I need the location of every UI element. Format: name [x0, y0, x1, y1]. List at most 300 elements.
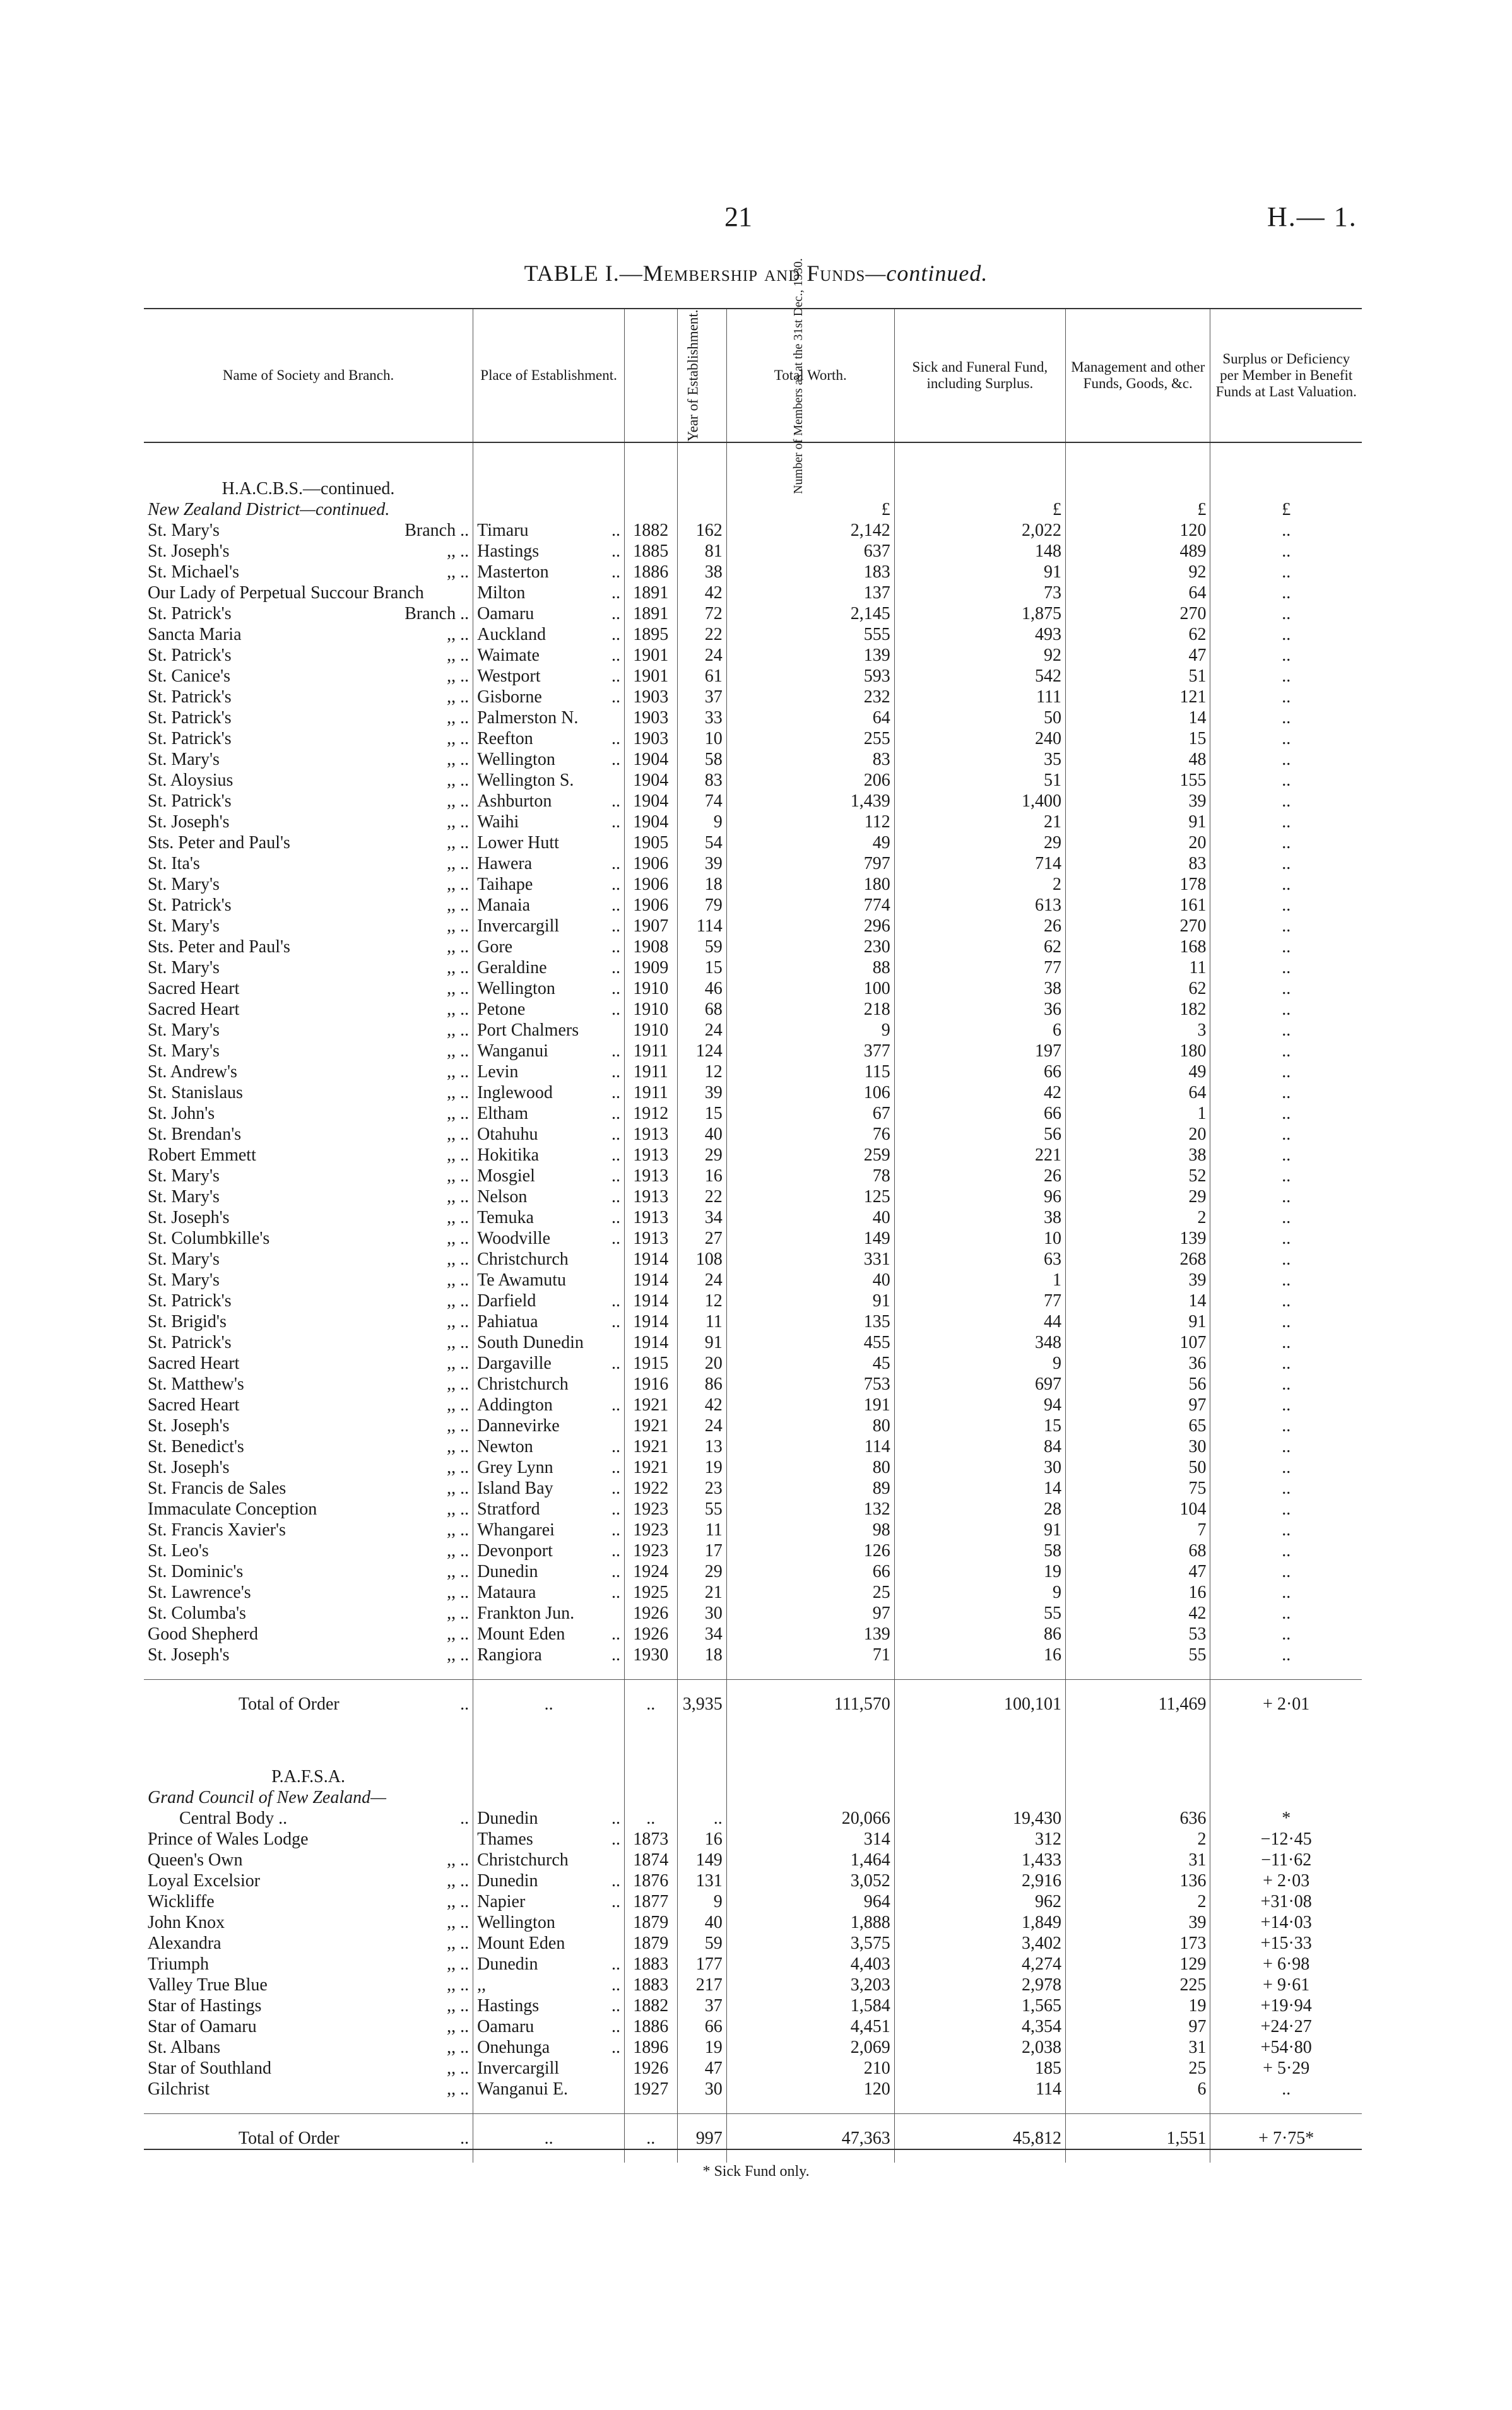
- sick-fund-cell: 4,274: [894, 1954, 1065, 1975]
- total-label-cell: [144, 2114, 473, 2163]
- branch-name-wrap: [148, 1912, 469, 1933]
- members-cell: 29: [677, 1145, 726, 1166]
- total-worth-cell: 797: [726, 853, 894, 874]
- total-label: Total of Order: [239, 2129, 340, 2148]
- total-worth-cell: 3,052: [726, 1870, 894, 1891]
- place-wrap: [477, 1645, 620, 1665]
- branch-name: St. Patrick's: [148, 729, 232, 748]
- total-worth-cell: 64: [726, 707, 894, 728]
- members-cell: 39: [677, 1082, 726, 1103]
- members-cell: 15: [677, 957, 726, 978]
- place-wrap: [477, 1870, 620, 1891]
- place-cell: [473, 582, 625, 603]
- place-name: Milton: [477, 583, 526, 603]
- table-row: [144, 853, 1362, 874]
- year-cell: 1921: [625, 1395, 677, 1415]
- total-label: Total of Order: [239, 1694, 340, 1714]
- branch-name-cell: [144, 832, 473, 853]
- members-cell: 55: [677, 1499, 726, 1520]
- place-wrap: [477, 728, 620, 749]
- branch-ditto: Branch ..: [405, 604, 470, 623]
- table-row: [144, 1186, 1362, 1207]
- place-cell: [473, 1582, 625, 1603]
- place-name: Westport: [477, 666, 541, 686]
- branch-name-cell: [144, 1374, 473, 1395]
- surplus-cell: ..: [1210, 1540, 1362, 1561]
- table-row: [144, 2016, 1362, 2037]
- place-name: Hastings: [477, 1996, 540, 2016]
- sick-fund-cell: 94: [894, 1395, 1065, 1415]
- branch-name-cell: [144, 1166, 473, 1186]
- members-cell: 11: [677, 1311, 726, 1332]
- table-row: [144, 1933, 1362, 1954]
- members-cell: 11: [677, 1520, 726, 1540]
- place-name: Wanganui: [477, 1041, 548, 1061]
- sick-fund-cell: 2,916: [894, 1870, 1065, 1891]
- place-dots: ..: [611, 937, 621, 957]
- management-cell: 55: [1065, 1645, 1210, 1665]
- management-cell: 25: [1065, 2058, 1210, 2079]
- surplus-cell: ..: [1210, 1332, 1362, 1353]
- branch-name-cell: [144, 1353, 473, 1374]
- members-cell: 34: [677, 1624, 726, 1645]
- place-name: Lower Hutt: [477, 833, 559, 853]
- table-row: [144, 2037, 1362, 2058]
- management-cell: 47: [1065, 645, 1210, 666]
- place-wrap: [477, 666, 620, 687]
- place-dots: ..: [611, 1354, 621, 1373]
- surplus-cell: ..: [1210, 791, 1362, 812]
- year-cell: ..: [625, 1808, 677, 1829]
- sick-fund-cell: 4,354: [894, 2016, 1065, 2037]
- management-cell: 47: [1065, 1561, 1210, 1582]
- branch-ditto: ,, ..: [447, 541, 470, 561]
- members-cell: 22: [677, 624, 726, 645]
- branch-name: St. Francis de Sales: [148, 1479, 286, 1498]
- sick-fund-cell: 348: [894, 1332, 1065, 1353]
- branch-ditto: ,, ..: [447, 1208, 470, 1227]
- sick-fund-cell: 185: [894, 2058, 1065, 2079]
- place-name: Temuka: [477, 1208, 534, 1227]
- members-cell: 37: [677, 687, 726, 707]
- table-row: [144, 1061, 1362, 1082]
- branch-name: St. Brendan's: [148, 1125, 242, 1144]
- branch-name: Loyal Excelsior: [148, 1871, 261, 1891]
- branch-name: St. Patrick's: [148, 604, 232, 623]
- table-row: [144, 1954, 1362, 1975]
- place-name: Hokitika: [477, 1145, 540, 1165]
- management-cell: 2: [1065, 1207, 1210, 1228]
- branch-name-cell: [144, 1954, 473, 1975]
- total-worth-cell: 76: [726, 1124, 894, 1145]
- branch-name-cell: [144, 1311, 473, 1332]
- total-worth-cell: 2,145: [726, 603, 894, 624]
- members-cell: 33: [677, 707, 726, 728]
- management-cell: 15: [1065, 728, 1210, 749]
- sick-fund-cell: 148: [894, 541, 1065, 562]
- members-cell: 24: [677, 1270, 726, 1291]
- branch-name-wrap: [148, 978, 469, 999]
- management-cell: 62: [1065, 978, 1210, 999]
- sick-fund-cell: 51: [894, 770, 1065, 791]
- branch-name: St. John's: [148, 1104, 215, 1123]
- total-worth-cell: 377: [726, 1041, 894, 1061]
- members-cell: ..: [677, 1808, 726, 1829]
- members-cell: 17: [677, 1540, 726, 1561]
- year-cell: 1913: [625, 1207, 677, 1228]
- branch-ditto: ,, ..: [447, 1934, 470, 1953]
- sick-fund-cell: 38: [894, 978, 1065, 999]
- col-header-surplus: Surplus or Deficiency per Member in Benefit Funds at Last Valuation.: [1210, 309, 1362, 442]
- branch-ditto: ..: [460, 1809, 470, 1828]
- members-cell: 91: [677, 1332, 726, 1353]
- branch-name-wrap: [148, 1228, 469, 1249]
- place-name: Waimate: [477, 646, 540, 665]
- place-wrap: [477, 936, 620, 957]
- sick-fund-cell: 55: [894, 1603, 1065, 1624]
- place-dots: ..: [611, 1520, 621, 1540]
- total-worth-cell: 78: [726, 1166, 894, 1186]
- members-cell: 114: [677, 916, 726, 936]
- surplus-cell: ..: [1210, 1603, 1362, 1624]
- place-name: Invercargill: [477, 2059, 560, 2078]
- empty-cell: [473, 1787, 625, 1808]
- table-row: [144, 832, 1362, 853]
- year-cell: 1879: [625, 1933, 677, 1954]
- place-dots: ..: [611, 1000, 621, 1019]
- branch-name-wrap: [148, 895, 469, 916]
- sick-fund-cell: 15: [894, 1415, 1065, 1436]
- page-number: 21: [724, 201, 752, 232]
- members-cell: 54: [677, 832, 726, 853]
- place-name: Darfield: [477, 1291, 536, 1311]
- page-reference: H.— 1.: [1267, 201, 1357, 232]
- surplus-cell: +14·03: [1210, 1912, 1362, 1933]
- branch-name-wrap: [148, 1020, 469, 1041]
- place-wrap: [477, 2037, 620, 2058]
- branch-name-wrap: [148, 1624, 469, 1645]
- place-cell: [473, 832, 625, 853]
- management-cell: 182: [1065, 999, 1210, 1020]
- year-cell: 1886: [625, 562, 677, 582]
- members-cell: 59: [677, 1933, 726, 1954]
- place-cell: [473, 1103, 625, 1124]
- place-cell: [473, 812, 625, 832]
- branch-name: Sancta Maria: [148, 625, 242, 644]
- branch-name: Queen's Own: [148, 1850, 243, 1870]
- surplus-cell: +54·80: [1210, 2037, 1362, 2058]
- place-wrap: [477, 1061, 620, 1082]
- place-cell: [473, 1603, 625, 1624]
- place-name: Rangiora: [477, 1645, 542, 1665]
- members-cell: 124: [677, 1041, 726, 1061]
- branch-name-wrap: [148, 687, 469, 707]
- table-row: [144, 728, 1362, 749]
- surplus-cell: ..: [1210, 1415, 1362, 1436]
- surplus-cell: ..: [1210, 1041, 1362, 1061]
- table-row: [144, 1082, 1362, 1103]
- branch-ditto: ,, ..: [447, 1374, 470, 1394]
- branch-name-wrap: [148, 1124, 469, 1145]
- place-wrap: [477, 687, 620, 707]
- spacer-cell: [677, 1728, 726, 1766]
- place-cell: [473, 1975, 625, 1995]
- total-worth-cell: 40: [726, 1270, 894, 1291]
- unit-total: £: [726, 499, 894, 520]
- members-cell: 81: [677, 541, 726, 562]
- year-cell: 1909: [625, 957, 677, 978]
- branch-ditto: ,, ..: [447, 1041, 470, 1061]
- total-worth-cell: 20,066: [726, 1808, 894, 1829]
- year-cell: 1905: [625, 832, 677, 853]
- sick-fund-cell: 28: [894, 1499, 1065, 1520]
- members-cell: 40: [677, 1912, 726, 1933]
- management-cell: 36: [1065, 1353, 1210, 1374]
- place-dots: ..: [611, 875, 621, 894]
- members-cell: 19: [677, 1457, 726, 1478]
- branch-name-cell: [144, 1103, 473, 1124]
- branch-name-wrap: [148, 1870, 469, 1891]
- branch-name-cell: [144, 1145, 473, 1166]
- management-cell: 180: [1065, 1041, 1210, 1061]
- members-cell: 18: [677, 874, 726, 895]
- table-row: [144, 645, 1362, 666]
- year-cell: 1923: [625, 1520, 677, 1540]
- branch-name-cell: [144, 1891, 473, 1912]
- branch-ditto: ,, ..: [447, 1354, 470, 1373]
- branch-name-cell: [144, 707, 473, 728]
- sick-fund-cell: 1: [894, 1270, 1065, 1291]
- branch-ditto: ,, ..: [447, 1187, 470, 1207]
- branch-name: St. Francis Xavier's: [148, 1520, 286, 1540]
- table-row: [144, 1145, 1362, 1166]
- branch-name-wrap: [148, 2016, 469, 2037]
- table-row: [144, 2079, 1362, 2100]
- branch-name-wrap: [148, 1561, 469, 1582]
- empty-cell: [1210, 478, 1362, 499]
- empty-cell: [677, 499, 726, 520]
- total-worth-cell: 259: [726, 1145, 894, 1166]
- branch-name-wrap: [148, 666, 469, 687]
- total-worth-cell: 40: [726, 1207, 894, 1228]
- branch-ditto: ,, ..: [447, 1499, 470, 1519]
- place-wrap: [477, 1291, 620, 1311]
- management-cell: 2: [1065, 1891, 1210, 1912]
- sick-fund-cell: 613: [894, 895, 1065, 916]
- place-wrap: [477, 2079, 620, 2100]
- bottom-rule: [144, 2149, 1362, 2150]
- members-cell: 27: [677, 1228, 726, 1249]
- sick-fund-cell: 2,978: [894, 1975, 1065, 1995]
- branch-name-wrap: [148, 1499, 469, 1520]
- year-cell: 1904: [625, 791, 677, 812]
- branch-ditto: ,, ..: [447, 1125, 470, 1144]
- branch-name-cell: [144, 1603, 473, 1624]
- place-name: Stratford: [477, 1499, 540, 1519]
- branch-name-cell: [144, 1499, 473, 1520]
- place-cell: [473, 1415, 625, 1436]
- branch-ditto: ,, ..: [447, 1291, 470, 1311]
- sick-fund-cell: 197: [894, 1041, 1065, 1061]
- place-wrap: [477, 1041, 620, 1061]
- place-cell: [473, 791, 625, 812]
- branch-name-cell: [144, 1808, 473, 1829]
- management-cell: 51: [1065, 666, 1210, 687]
- spacer-row: [144, 442, 1362, 478]
- members-cell: 42: [677, 1395, 726, 1415]
- table-row: [144, 1270, 1362, 1291]
- empty-cell: [677, 1766, 726, 1787]
- place-wrap: [477, 1829, 620, 1850]
- table-row: [144, 1995, 1362, 2016]
- year-cell: 1926: [625, 1603, 677, 1624]
- table-row: [144, 999, 1362, 1020]
- sick-fund-cell: 240: [894, 728, 1065, 749]
- place-wrap: [477, 1499, 620, 1520]
- sick-fund-cell: 77: [894, 957, 1065, 978]
- sick-fund-cell: 36: [894, 999, 1065, 1020]
- branch-ditto: ,, ..: [447, 791, 470, 811]
- branch-name: Triumph: [148, 1954, 210, 1974]
- management-cell: 155: [1065, 770, 1210, 791]
- surplus-cell: ..: [1210, 853, 1362, 874]
- branch-name-wrap: [148, 1829, 469, 1850]
- branch-name: Sacred Heart: [148, 1000, 240, 1019]
- spacer-cell: [726, 1728, 894, 1766]
- place-dots: ..: [611, 1562, 621, 1581]
- spacer-cell: [677, 1665, 726, 1680]
- management-cell: 50: [1065, 1457, 1210, 1478]
- surplus-cell: ..: [1210, 936, 1362, 957]
- table-row: [144, 957, 1362, 978]
- members-cell: 21: [677, 1582, 726, 1603]
- total-worth-cell: 137: [726, 582, 894, 603]
- spacer-cell: [726, 442, 894, 478]
- management-cell: 62: [1065, 624, 1210, 645]
- sick-fund-cell: 42: [894, 1082, 1065, 1103]
- place-wrap: [477, 1436, 620, 1457]
- branch-name: St. Patrick's: [148, 791, 232, 811]
- place-wrap: [477, 1933, 620, 1954]
- management-cell: 39: [1065, 791, 1210, 812]
- members-cell: 66: [677, 2016, 726, 2037]
- section-subheading-row: [144, 499, 1362, 520]
- place-dots: ..: [611, 958, 621, 978]
- total-sick: 45,812: [894, 2114, 1065, 2163]
- total-worth-cell: 89: [726, 1478, 894, 1499]
- branch-name-wrap: [148, 1975, 469, 1995]
- surplus-cell: ..: [1210, 1124, 1362, 1145]
- table-row: [144, 1975, 1362, 1995]
- branch-name-wrap: [148, 1603, 469, 1624]
- section-subheading: New Zealand District—continued.: [148, 500, 390, 519]
- members-cell: 12: [677, 1061, 726, 1082]
- place-cell: [473, 1520, 625, 1540]
- place-cell: [473, 895, 625, 916]
- place-cell: [473, 1020, 625, 1041]
- sick-fund-cell: 50: [894, 707, 1065, 728]
- sick-fund-cell: 1,433: [894, 1850, 1065, 1870]
- surplus-cell: +19·94: [1210, 1995, 1362, 2016]
- branch-name-wrap: [148, 1041, 469, 1061]
- total-mgmt: 11,469: [1065, 1680, 1210, 1729]
- place-dots: ..: [611, 1062, 621, 1082]
- place-cell: [473, 1624, 625, 1645]
- place-name: Napier: [477, 1892, 526, 1911]
- management-cell: 20: [1065, 1124, 1210, 1145]
- branch-name-cell: [144, 2037, 473, 2058]
- place-wrap: [477, 2016, 620, 2037]
- sick-fund-cell: 58: [894, 1540, 1065, 1561]
- empty-cell: [625, 1766, 677, 1787]
- place-cell: [473, 1499, 625, 1520]
- management-cell: 38: [1065, 1145, 1210, 1166]
- place-dots: ..: [611, 583, 621, 603]
- place-dots: ..: [611, 916, 621, 936]
- place-name: Thames: [477, 1829, 533, 1849]
- management-cell: 168: [1065, 936, 1210, 957]
- branch-name-cell: [144, 874, 473, 895]
- branch-ditto: ,, ..: [447, 1562, 470, 1581]
- spacer-cell: [625, 442, 677, 478]
- table-row: [144, 1624, 1362, 1645]
- branch-name: Sts. Peter and Paul's: [148, 833, 290, 853]
- branch-name-wrap: [148, 1933, 469, 1954]
- surplus-cell: −11·62: [1210, 1850, 1362, 1870]
- branch-ditto: ,, ..: [447, 2017, 470, 2036]
- branch-name: Star of Southland: [148, 2059, 271, 2078]
- sick-fund-cell: 962: [894, 1891, 1065, 1912]
- place-dots: ..: [611, 1229, 621, 1248]
- surplus-cell: ..: [1210, 1291, 1362, 1311]
- members-cell: 15: [677, 1103, 726, 1124]
- table-row: [144, 1561, 1362, 1582]
- place-cell: [473, 1912, 625, 1933]
- place-dots: ..: [611, 1395, 621, 1415]
- place-dots: ..: [611, 1125, 621, 1144]
- col-header-sick: Sick and Funeral Fund, including Surplus.: [894, 309, 1065, 442]
- empty-cell: [473, 1766, 625, 1787]
- empty-cell: [473, 499, 625, 520]
- year-cell: 1922: [625, 1478, 677, 1499]
- management-cell: 83: [1065, 853, 1210, 874]
- management-cell: 14: [1065, 1291, 1210, 1311]
- branch-ditto: ,, ..: [447, 1416, 470, 1436]
- surplus-cell: ..: [1210, 1478, 1362, 1499]
- year-cell: 1911: [625, 1061, 677, 1082]
- empty-cell: [1210, 1766, 1362, 1787]
- place-wrap: [477, 978, 620, 999]
- unit-mgmt: £: [1065, 499, 1210, 520]
- branch-name-wrap: [148, 1374, 469, 1395]
- branch-name: St. Brigid's: [148, 1312, 227, 1332]
- branch-name-cell: [144, 1975, 473, 1995]
- branch-ditto: ,, ..: [447, 2079, 470, 2099]
- year-cell: 1886: [625, 2016, 677, 2037]
- surplus-cell: ..: [1210, 749, 1362, 770]
- management-cell: 136: [1065, 1870, 1210, 1891]
- surplus-cell: ..: [1210, 2079, 1362, 2100]
- branch-name: St. Mary's: [148, 521, 220, 540]
- branch-name-cell: [144, 1291, 473, 1311]
- col-header-members: Number of Members as at the 31st Dec., 1930.: [677, 309, 726, 442]
- branch-name: Immaculate Conception: [148, 1499, 317, 1519]
- place-cell: [473, 2037, 625, 2058]
- year-cell: 1923: [625, 1540, 677, 1561]
- place-wrap: [477, 1891, 620, 1912]
- total-surplus: + 2·01: [1210, 1680, 1362, 1729]
- spacer-cell: [625, 2100, 677, 2114]
